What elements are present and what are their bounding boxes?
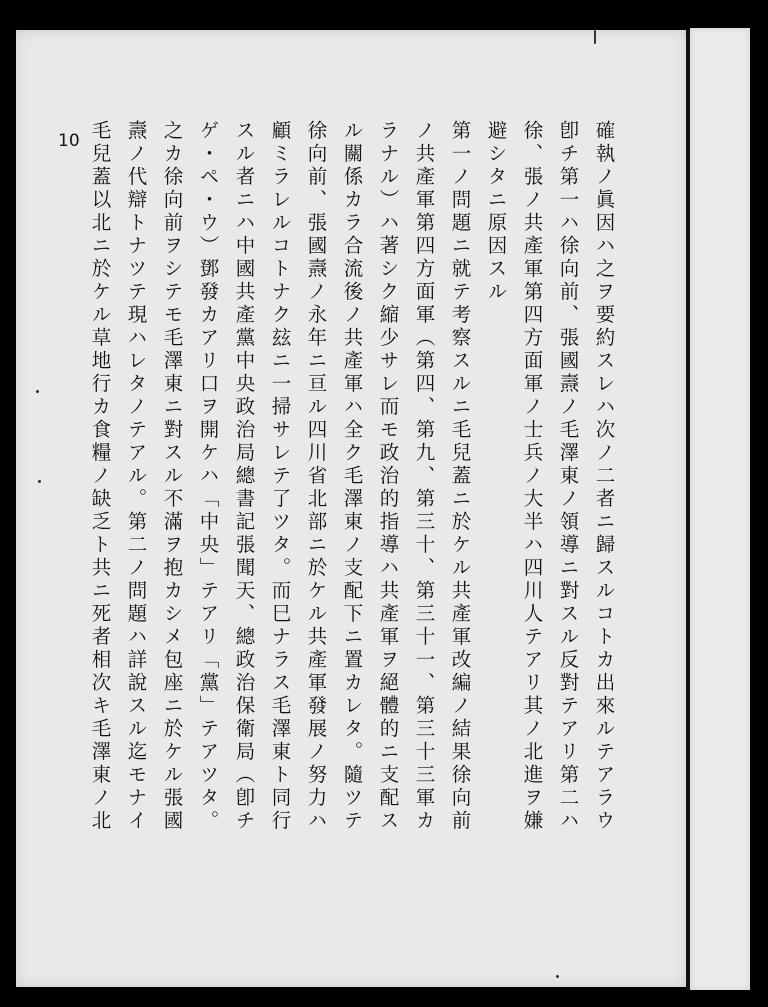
text-column: ラナル）ハ著シク縮少サレ而モ政治的指導ハ共產軍ヲ絕體的ニ支配ス: [376, 120, 400, 833]
adjacent-page-edge: [690, 28, 750, 990]
scan-mark: [594, 30, 596, 44]
text-column: 第一ノ問題ニ就テ考察スルニ毛兒蓋ニ於ケル共產軍改編ノ結果徐向前: [448, 120, 472, 833]
text-column: ゲ・ペ・ウ）鄧發カアリ口ヲ開ケハ「中央」テアリ「黨」テアツタ。: [196, 120, 220, 833]
text-column: 燾ノ代辯トナツテ現ハレタノテアル。第二ノ問題ハ詳說スル迄モナイ: [124, 120, 148, 833]
text-column: 確執ノ眞因ハ之ヲ要約スレハ次ノ二者ニ歸スルコトカ出來ルテアラウ: [592, 120, 616, 833]
text-column: 避シタニ原因スル: [484, 120, 508, 304]
text-column: 卽チ第一ハ徐向前、張國燾ノ毛澤東ノ領導ニ對スル反對テアリ第二ハ: [556, 120, 580, 833]
text-column: 之カ徐向前ヲシテモ毛澤東ニ對スル不滿ヲ抱カシメ包座ニ於ケル張國: [160, 120, 184, 833]
text-column: ノ共產軍第四方面軍（第四、第九、第三十、第三十一、第三十三軍カ: [412, 120, 436, 833]
text-column: 徐、張ノ共產軍第四方面軍ノ士兵ノ大半ハ四川人テアリ其ノ北進ヲ嫌: [520, 120, 544, 833]
text-column: 顧ミラレルコトナク玆ニ一掃サレテ了ツタ。而巳ナラス毛澤東ト同行: [268, 120, 292, 833]
text-column: スル者ニハ中國共產黨中央政治局總書記張聞天、總政治保衛局（卽チ: [232, 120, 256, 833]
text-column: 毛兒蓋以北ニ於ケル草地行カ食糧ノ缺乏ト共ニ死者相次キ毛澤東ノ北: [88, 120, 112, 833]
scan-speck: [36, 390, 39, 393]
vertical-text-body: [84, 120, 624, 920]
text-column: 徐向前、張國燾ノ永年ニ亘ル四川省北部ニ於ケル共產軍發展ノ努力ハ: [304, 120, 328, 833]
text-column: ル關係カラ合流後ノ共產軍ハ全ク毛澤東ノ支配下ニ置カレタ。隨ツテ: [340, 120, 364, 833]
scan-speck: [556, 975, 559, 978]
page-number: 10: [58, 131, 80, 151]
scan-speck: [38, 480, 41, 483]
